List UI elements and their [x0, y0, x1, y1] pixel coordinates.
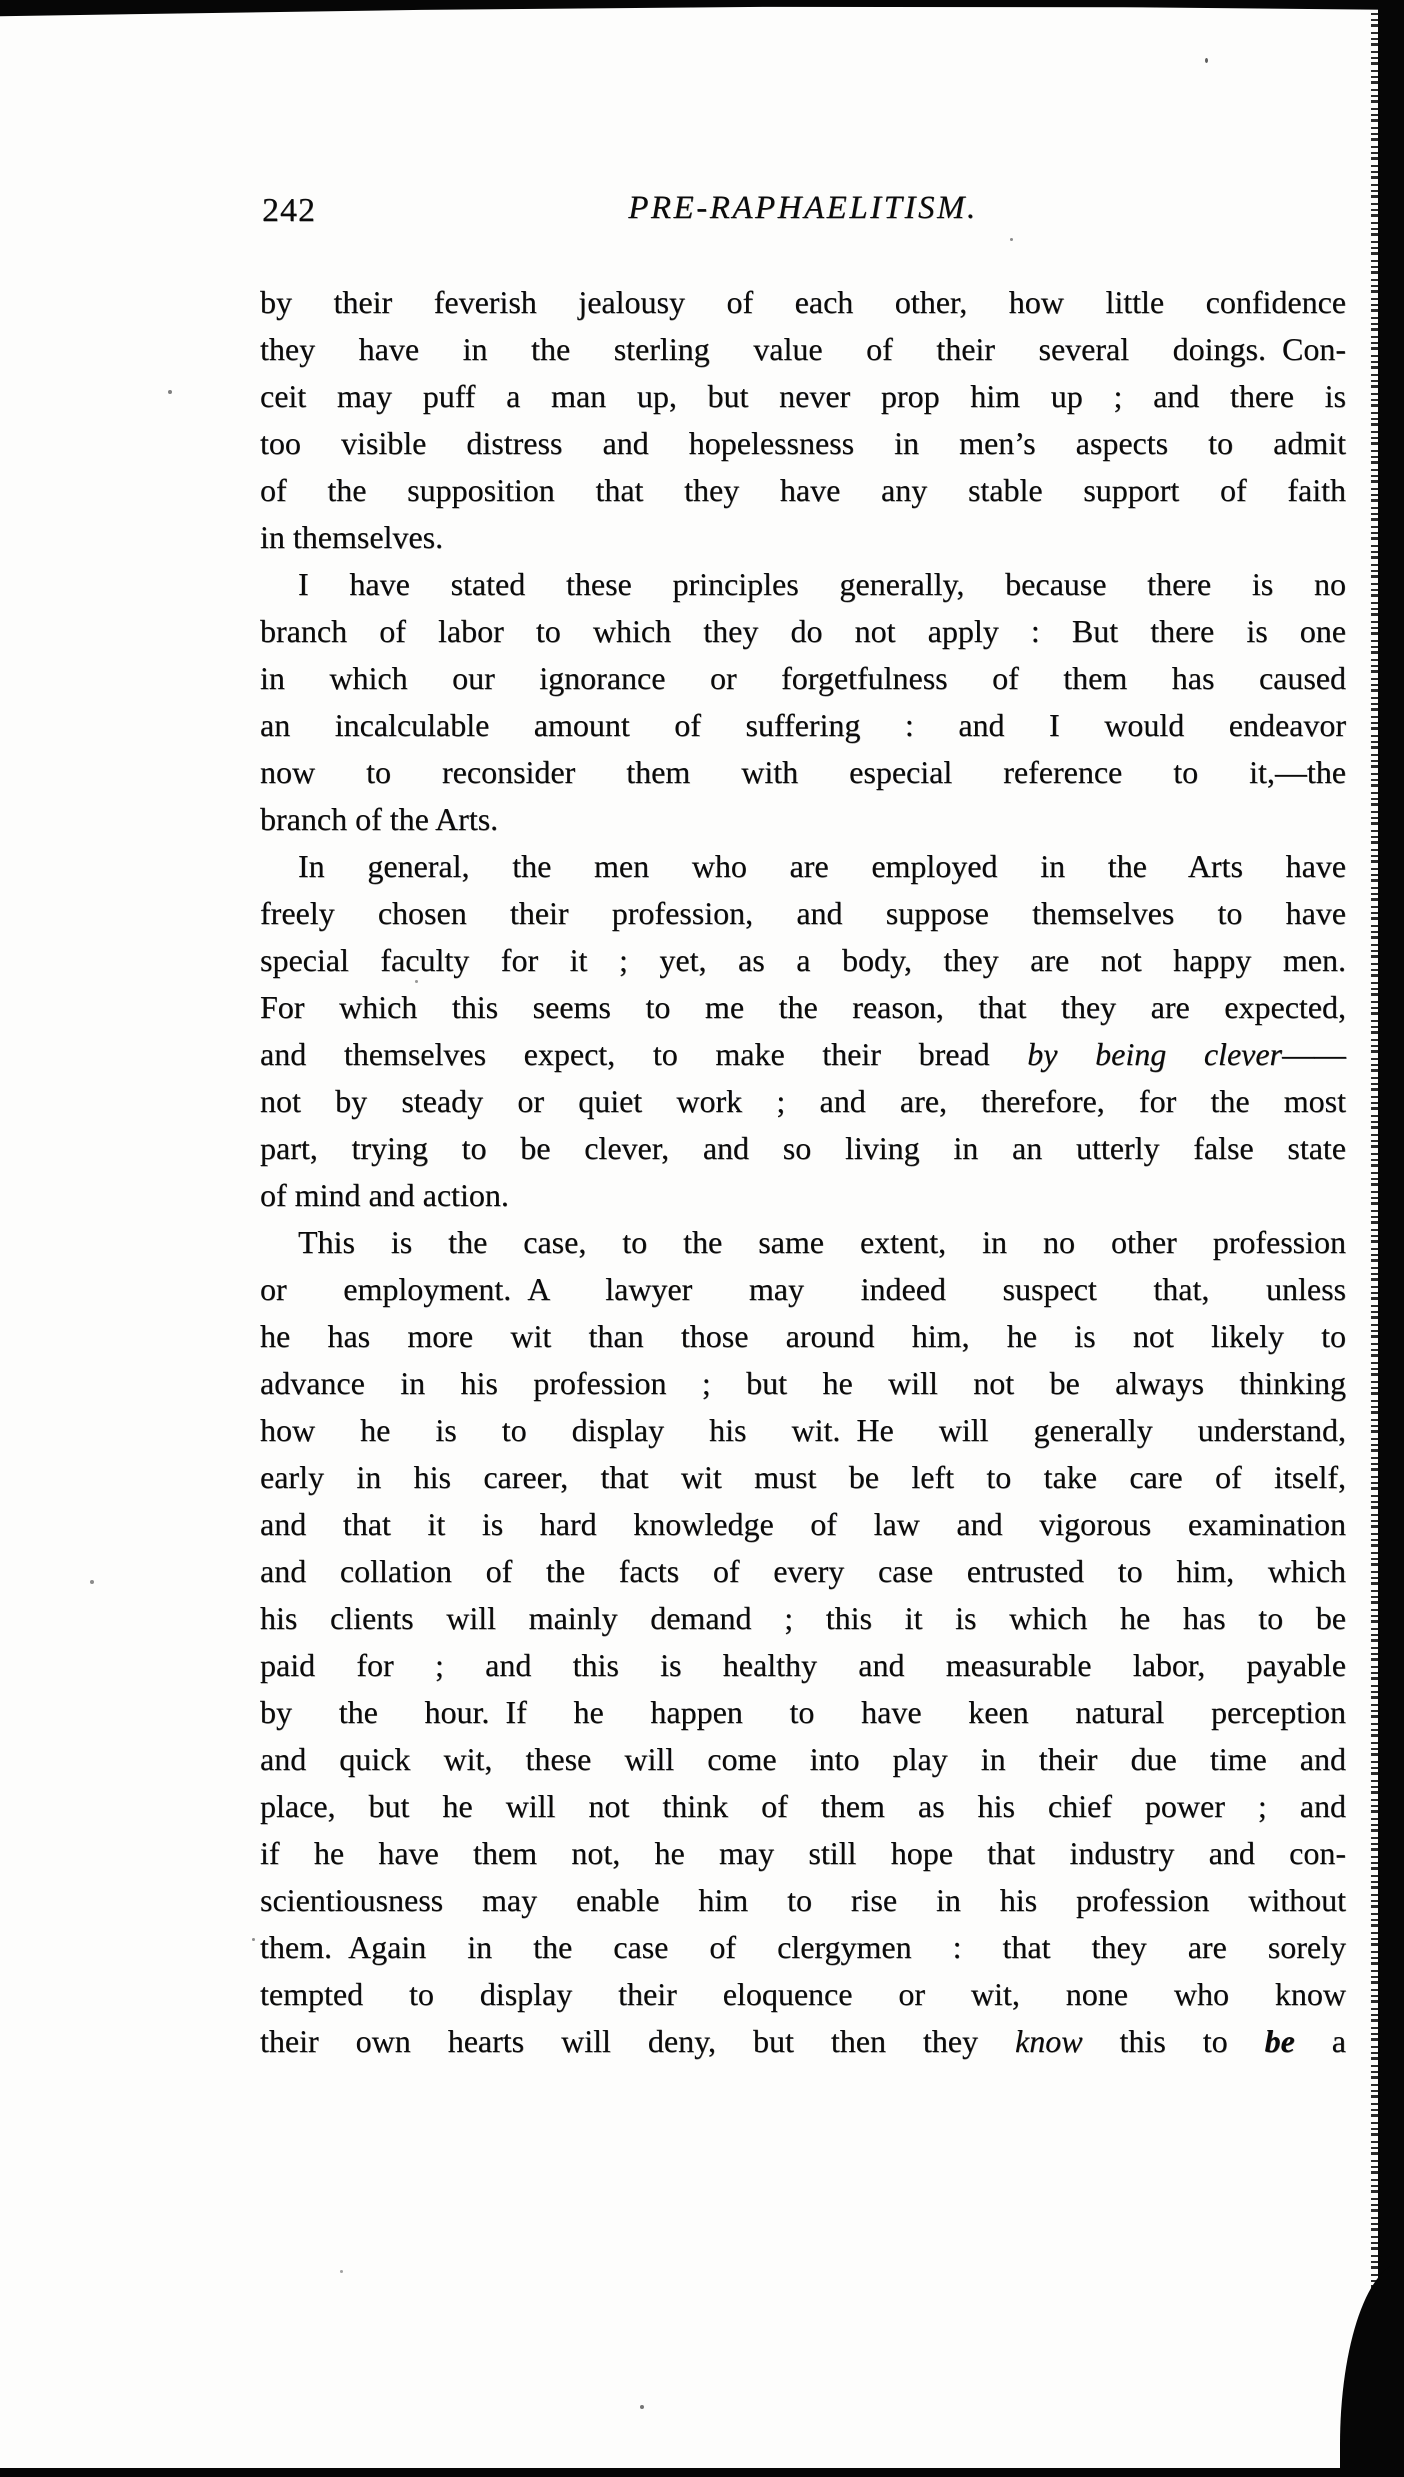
text-line: they have in the sterling value of their several doings. Con- [260, 331, 1346, 367]
text-line: and quick wit, these will come into play in their due time and [260, 1741, 1346, 1777]
paragraph [260, 843, 1346, 1219]
text-line: by their feverish jealousy of each other, how little confidence [260, 284, 1346, 320]
text-line: I have stated these principles generally, because there is no [298, 566, 1346, 602]
text-line: if he have them not, he may still hope that industry and con- [260, 1835, 1346, 1871]
scan-speck [640, 2405, 644, 2409]
text-line: in themselves. [260, 519, 444, 555]
text-line: paid for ; and this is healthy and measurable labor, payable [260, 1647, 1346, 1683]
text-line: branch of the Arts. [260, 801, 499, 837]
text-line: them. Again in the case of clergymen : that they are sorely [260, 1929, 1346, 1965]
text-line: place, but he will not think of them as his chief power ; and [260, 1788, 1346, 1824]
scan-speck [168, 390, 172, 394]
text-line: and that it is hard knowledge of law and vigorous examination [260, 1506, 1346, 1542]
text-line: of the supposition that they have any stable support of faith [260, 472, 1346, 508]
text-line: For which this seems to me the reason, that they are expected, [260, 989, 1346, 1025]
text-line: too visible distress and hopelessness in men’s aspects to admit [260, 425, 1346, 461]
text-line: branch of labor to which they do not apply : But there is one [260, 613, 1346, 649]
text-line: an incalculable amount of suffering : and I would endeavor [260, 707, 1346, 743]
bottom-scan-edge [0, 2468, 1404, 2477]
text-line: ceit may puff a man up, but never prop him up ; and there is [260, 378, 1346, 414]
text-line: their own hearts will deny, but then they know this to be a [260, 2023, 1347, 2059]
paragraph [260, 1219, 1346, 2065]
text-line: in which our ignorance or forgetfulness of them has caused [260, 660, 1346, 696]
scan-speck [1205, 58, 1208, 63]
text-line: advance in his profession ; but he will not be always thinking [260, 1365, 1346, 1401]
paragraph [260, 561, 1346, 843]
text-line: special faculty for it ; yet, as a body, they are not happy men. [260, 942, 1346, 978]
text-line: early in his career, that wit must be left to take care of itself, [260, 1459, 1346, 1495]
text-line: part, trying to be clever, and so living in an utterly false state [260, 1130, 1346, 1166]
bottom-right-scan-blob [1340, 2262, 1404, 2477]
text-line: In general, the men who are employed in the Arts have [298, 848, 1346, 884]
text-line: and collation of the facts of every case entrusted to him, which [260, 1553, 1346, 1589]
text-line: by the hour. If he happen to have keen natural perception [260, 1694, 1346, 1730]
text-line: This is the case, to the same extent, in no other profession [298, 1224, 1346, 1260]
paragraph [260, 279, 1346, 561]
text-line: and themselves expect, to make their bread by being clever—— [260, 1036, 1346, 1072]
text-line: of mind and action. [260, 1177, 509, 1213]
scan-speck [252, 1938, 255, 1941]
running-title: PRE-RAPHAELITISM. [628, 190, 978, 226]
text-line: tempted to display their eloquence or wit, none who know [260, 1976, 1346, 2012]
text-line: or employment. A lawyer may indeed suspect that, unless [260, 1271, 1346, 1307]
text-line: his clients will mainly demand ; this it is which he has to be [260, 1600, 1346, 1636]
text-line: scientiousness may enable him to rise in his profession without [260, 1882, 1346, 1918]
top-scan-edge [0, 0, 1404, 18]
text-line: not by steady or quiet work ; and are, therefore, for the most [260, 1083, 1346, 1119]
right-scan-edge [1378, 0, 1404, 2477]
page-number: 242 [262, 192, 316, 229]
text-line: how he is to display his wit. He will generally understand, [260, 1412, 1346, 1448]
page-header [260, 190, 1346, 227]
scan-speck [90, 1580, 94, 1584]
text-line: freely chosen their profession, and suppose themselves to have [260, 895, 1346, 931]
scan-speck [1010, 238, 1013, 241]
text-line: now to reconsider them with especial reference to it,—the [260, 754, 1346, 790]
text-line: he has more wit than those around him, he is not likely to [260, 1318, 1346, 1354]
scan-speck [340, 2270, 343, 2273]
text-block [260, 279, 1346, 2065]
